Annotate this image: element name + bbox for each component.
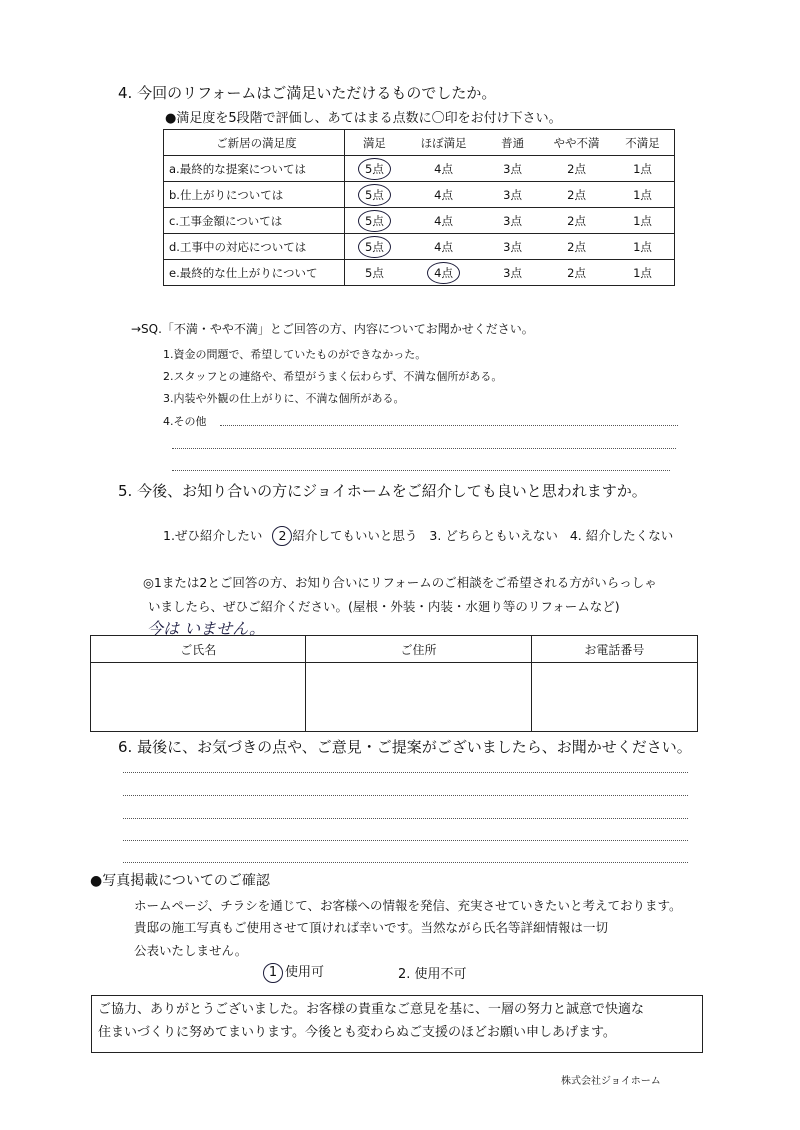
name-header: ご氏名 — [91, 636, 306, 663]
score-cell[interactable] — [483, 208, 542, 234]
score-cell[interactable] — [404, 182, 483, 208]
sq-option-1[interactable]: 1.資金の問題で、希望していたものができなかった。 — [163, 348, 427, 361]
score-value: 2点 — [567, 265, 586, 280]
score-value: 3点 — [503, 187, 522, 202]
score-value: 1点 — [633, 265, 652, 280]
score-cell[interactable] — [344, 156, 404, 182]
score-cell[interactable] — [483, 234, 542, 260]
sq-title: →SQ.「不満・やや不満」とご回答の方、内容についてお聞かせください。 — [131, 322, 534, 336]
photo-line2: 貴邸の施工写真もご使用させて頂ければ幸いです。当然ながら氏名等詳細情報は一切 — [134, 920, 609, 935]
table-row — [164, 182, 675, 208]
score-cell[interactable] — [483, 182, 542, 208]
score-cell[interactable] — [344, 234, 404, 260]
closing-box — [91, 995, 703, 1053]
score-cell[interactable] — [344, 260, 404, 286]
company-name: 株式会社ジョイホーム — [561, 1076, 661, 1087]
score-cell[interactable] — [542, 156, 611, 182]
score-value: 3点 — [503, 161, 522, 176]
score-cell[interactable] — [483, 156, 542, 182]
table-row — [164, 260, 675, 286]
sq-option-3[interactable]: 3.内装や外観の仕上がりに、不満な個所がある。 — [163, 392, 405, 405]
q5-option-3[interactable]: 3. どちらともいえない — [429, 528, 558, 543]
closing-line2: 住まいづくりに努めてまいります。今後とも変わらぬご支援のほどお願い申しあげます。 — [98, 1025, 616, 1040]
selected-score: 5点 — [358, 184, 391, 206]
answer-line[interactable] — [172, 448, 676, 449]
satisfaction-table — [163, 129, 675, 286]
score-value: 3点 — [503, 213, 522, 228]
q5-option-4[interactable]: 4. 紹介したくない — [569, 528, 674, 543]
phone-header: お電話番号 — [531, 636, 697, 663]
table-header: ほぼ満足 — [404, 130, 483, 156]
score-value: 4点 — [434, 239, 453, 254]
table-row — [164, 234, 675, 260]
selected-circle: 1 — [263, 963, 283, 983]
photo-line1: ホームページ、チラシを通じて、お客様への情報を発信、充実させていきたいと考えております。 — [134, 898, 682, 913]
score-value: 4点 — [434, 187, 453, 202]
table-header: やや不満 — [542, 130, 611, 156]
photo-option-2[interactable]: 2. 使用不可 — [398, 967, 467, 982]
score-cell[interactable] — [483, 260, 542, 286]
table-row — [164, 208, 675, 234]
q5-options — [163, 526, 673, 546]
row-label: c.工事金額については — [164, 208, 345, 234]
score-value: 2点 — [567, 161, 586, 176]
score-value: 1点 — [633, 239, 652, 254]
table-row — [164, 156, 675, 182]
q5-title: 5. 今後、お知り合いの方にジョイホームをご紹介しても良いと思われますか。 — [118, 482, 647, 500]
closing-line1: ご協力、ありがとうございました。お客様の貴重なご意見を基に、一層の努力と誠意で快適な — [98, 1002, 645, 1017]
score-cell[interactable] — [611, 182, 675, 208]
q5-option-1[interactable]: 1.ぜひ紹介したい — [163, 528, 263, 543]
score-cell[interactable] — [542, 208, 611, 234]
score-cell[interactable] — [404, 260, 483, 286]
score-cell[interactable] — [542, 260, 611, 286]
sq-option-2[interactable]: 2.スタッフとの連絡や、希望がうまく伝わらず、不満な個所がある。 — [163, 370, 503, 383]
answer-line[interactable] — [220, 425, 678, 426]
score-cell[interactable] — [404, 156, 483, 182]
answer-line[interactable] — [123, 795, 688, 796]
score-value: 2点 — [567, 213, 586, 228]
answer-line[interactable] — [123, 862, 688, 863]
score-value: 4点 — [434, 161, 453, 176]
photo-line3: 公表いたしません。 — [134, 943, 248, 958]
photo-title: ●写真掲載についてのご確認 — [90, 873, 270, 889]
score-cell[interactable] — [611, 260, 675, 286]
score-value: 1点 — [633, 187, 652, 202]
selected-score: 5点 — [358, 210, 391, 232]
answer-line[interactable] — [123, 840, 688, 841]
selected-circle: 2 — [272, 526, 292, 546]
table-header: 満足 — [344, 130, 404, 156]
row-label: a.最終的な提案については — [164, 156, 345, 182]
q4-title: 4. 今回のリフォームはご満足いただけるものでしたか。 — [118, 84, 497, 102]
score-value: 4点 — [434, 213, 453, 228]
referral-table — [90, 635, 698, 732]
score-cell[interactable] — [344, 208, 404, 234]
score-value: 3点 — [503, 239, 522, 254]
score-cell[interactable] — [542, 234, 611, 260]
answer-line[interactable] — [123, 818, 688, 819]
score-cell[interactable] — [404, 234, 483, 260]
row-label: b.仕上がりについては — [164, 182, 345, 208]
address-field[interactable] — [306, 663, 531, 732]
score-value: 3点 — [503, 265, 522, 280]
score-cell[interactable] — [542, 182, 611, 208]
selected-score: 5点 — [358, 158, 391, 180]
sq-option-4[interactable]: 4.その他 — [163, 415, 207, 428]
q4-instruction: ●満足度を5段階で評価し、あてはまる点数に〇印をお付け下さい。 — [165, 111, 562, 126]
row-label: e.最終的な仕上がりについて — [164, 260, 345, 286]
selected-score: 4点 — [427, 262, 460, 284]
row-label: d.工事中の対応については — [164, 234, 345, 260]
answer-line[interactable] — [172, 470, 670, 471]
photo-option-1[interactable]: 1 使用可 — [263, 961, 324, 983]
table-header: 不満足 — [611, 130, 675, 156]
table-header: 普通 — [483, 130, 542, 156]
address-header: ご住所 — [306, 636, 531, 663]
q5-note-line1: ◎1または2とご回答の方、お知り合いにリフォームのご相談をご希望される方がいらっしゃ — [143, 575, 657, 590]
score-value: 1点 — [633, 161, 652, 176]
score-cell[interactable] — [611, 208, 675, 234]
table-header: ご新居の満足度 — [164, 130, 345, 156]
score-cell[interactable] — [404, 208, 483, 234]
score-cell[interactable] — [344, 182, 404, 208]
phone-field[interactable] — [531, 663, 697, 732]
score-cell[interactable] — [611, 156, 675, 182]
q6-title: 6. 最後に、お気づきの点や、ご意見・ご提案がございましたら、お聞かせください。 — [118, 738, 692, 756]
score-value: 2点 — [567, 187, 586, 202]
score-value: 1点 — [633, 213, 652, 228]
score-value: 2点 — [567, 239, 586, 254]
name-field[interactable] — [91, 663, 306, 732]
score-value: 5点 — [365, 265, 384, 280]
handwritten-answer: 今は いません。 — [147, 619, 266, 638]
q5-option-2[interactable]: 2 紹介してもいいと思う — [272, 528, 417, 543]
answer-line[interactable] — [123, 772, 688, 773]
q5-note-line2: いましたら、ぜひご紹介ください。(屋根・外装・内装・水廻り等のリフォームなど) — [148, 599, 620, 614]
selected-score: 5点 — [358, 236, 391, 258]
score-cell[interactable] — [611, 234, 675, 260]
